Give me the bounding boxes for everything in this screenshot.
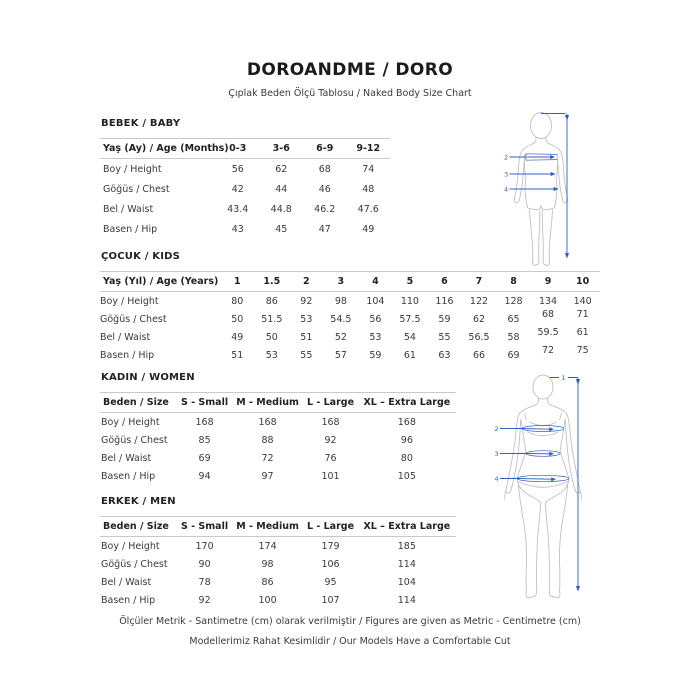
adult-height-arrow-bottom bbox=[576, 586, 580, 592]
section-title-women: KADIN / WOMEN bbox=[101, 372, 195, 383]
men-size-table bbox=[100, 516, 456, 609]
size-column-header: 9 bbox=[531, 272, 566, 292]
measurement-label: Basen / Hip bbox=[100, 349, 155, 361]
measurement-value: 43 bbox=[231, 223, 244, 235]
measurement-value: 51 bbox=[231, 349, 244, 361]
adult-waist-arrow bbox=[549, 452, 554, 456]
measurement-value: 58 bbox=[507, 331, 520, 343]
adult-chest-measure-line bbox=[522, 429, 550, 430]
measurement-row bbox=[100, 573, 456, 591]
measurement-value: 53 bbox=[369, 331, 382, 343]
row-label-header: Yaş (Ay) / Age (Months) bbox=[100, 139, 216, 159]
measurement-value: 68 bbox=[318, 163, 331, 175]
measurement-value: 57.5 bbox=[399, 313, 421, 325]
measurement-value: 68 bbox=[542, 308, 555, 320]
measurement-value: 44 bbox=[275, 183, 288, 195]
kids-size-table bbox=[100, 271, 600, 364]
measurement-value: 92 bbox=[324, 434, 337, 446]
measurement-row bbox=[100, 310, 600, 328]
measurement-value: 95 bbox=[324, 576, 337, 588]
header-row bbox=[100, 272, 600, 292]
size-column-header: 2 bbox=[289, 272, 324, 292]
adult-hip-measure-line bbox=[517, 479, 552, 480]
size-column-header: 1.5 bbox=[255, 272, 290, 292]
size-column-header: S - Small bbox=[177, 517, 231, 537]
measurement-value: 47 bbox=[318, 223, 331, 235]
measurement-row bbox=[100, 328, 600, 346]
measurement-value: 65 bbox=[507, 313, 520, 325]
size-column-header: 4 bbox=[358, 272, 393, 292]
size-column-header: 10 bbox=[565, 272, 600, 292]
measurement-value: 59 bbox=[438, 313, 451, 325]
measurement-label: Göğüs / Chest bbox=[103, 183, 170, 195]
measurement-value: 49 bbox=[362, 223, 375, 235]
measurement-label: Basen / Hip bbox=[103, 223, 158, 235]
measurement-value: 50 bbox=[231, 313, 244, 325]
measurement-row bbox=[100, 159, 390, 180]
measurement-value: 48 bbox=[362, 183, 375, 195]
size-column-header: 3 bbox=[324, 272, 359, 292]
measurement-value: 54.5 bbox=[330, 313, 352, 325]
measurement-value: 185 bbox=[397, 540, 416, 552]
measurement-value: 168 bbox=[397, 416, 416, 428]
measurement-value: 72 bbox=[542, 344, 555, 356]
child-chest-label: 2 bbox=[504, 153, 509, 162]
measurement-value: 75 bbox=[576, 344, 589, 356]
measurement-value: 101 bbox=[321, 470, 340, 482]
measurement-value: 98 bbox=[261, 558, 274, 570]
measurement-value: 128 bbox=[504, 295, 523, 307]
section-title-men: ERKEK / MEN bbox=[101, 496, 176, 507]
measurement-value: 46 bbox=[318, 183, 331, 195]
size-column-header: 6-9 bbox=[303, 139, 347, 159]
measurement-value: 100 bbox=[258, 594, 277, 606]
measurement-value: 92 bbox=[198, 594, 211, 606]
measurement-value: 97 bbox=[261, 470, 274, 482]
measurement-value: 63 bbox=[438, 349, 451, 361]
size-column-header: 7 bbox=[462, 272, 497, 292]
measurement-value: 107 bbox=[321, 594, 340, 606]
size-column-header: XL – Extra Large bbox=[358, 517, 456, 537]
measurement-row bbox=[100, 413, 456, 432]
measurement-label: Boy / Height bbox=[101, 540, 160, 552]
measurement-value: 47.6 bbox=[357, 203, 379, 215]
measurement-value: 74 bbox=[362, 163, 375, 175]
measurement-value: 168 bbox=[321, 416, 340, 428]
measurement-label: Göğüs / Chest bbox=[101, 558, 168, 570]
measurement-row bbox=[100, 346, 600, 364]
measurement-value: 42 bbox=[231, 183, 244, 195]
measurement-value: 116 bbox=[435, 295, 454, 307]
size-column-header: M - Medium bbox=[232, 393, 304, 413]
measurement-label: Boy / Height bbox=[100, 295, 159, 307]
child-height-arrow-bottom bbox=[565, 253, 569, 259]
measurement-value: 106 bbox=[321, 558, 340, 570]
measurement-value: 76 bbox=[324, 452, 337, 464]
size-column-header: S - Small bbox=[177, 393, 231, 413]
measurement-row bbox=[100, 199, 390, 219]
measurement-value: 78 bbox=[198, 576, 211, 588]
measurement-row bbox=[100, 179, 390, 199]
measurement-row bbox=[100, 591, 456, 609]
measurement-value: 179 bbox=[321, 540, 340, 552]
measurement-value: 53 bbox=[300, 313, 313, 325]
measurement-value: 62 bbox=[275, 163, 288, 175]
measurement-row bbox=[100, 537, 456, 556]
women-size-table bbox=[100, 392, 456, 485]
measurement-label: Boy / Height bbox=[101, 416, 160, 428]
row-label-header: Beden / Size bbox=[100, 393, 177, 413]
measurement-value: 96 bbox=[400, 434, 413, 446]
row-label-header: Beden / Size bbox=[100, 517, 177, 537]
baby-size-table bbox=[100, 138, 390, 239]
measurement-value: 69 bbox=[507, 349, 520, 361]
adult-height-label: 1 bbox=[561, 374, 566, 382]
measurement-value: 105 bbox=[397, 470, 416, 482]
measurement-value: 110 bbox=[400, 295, 419, 307]
measurement-row bbox=[100, 467, 456, 485]
page-title: DOROANDME / DORO bbox=[246, 60, 454, 80]
measurement-label: Göğüs / Chest bbox=[101, 434, 168, 446]
size-column-header: 1 bbox=[220, 272, 255, 292]
measurement-value: 61 bbox=[576, 326, 589, 338]
measurement-value: 104 bbox=[397, 576, 416, 588]
measurement-value: 88 bbox=[261, 434, 274, 446]
measurement-value: 56 bbox=[369, 313, 382, 325]
measurement-value: 72 bbox=[261, 452, 274, 464]
measurement-value: 50 bbox=[265, 331, 278, 343]
adult-hip-label: 4 bbox=[494, 474, 499, 483]
adult-body-figure bbox=[492, 372, 607, 607]
measurement-value: 51 bbox=[300, 331, 313, 343]
measurement-value: 80 bbox=[231, 295, 244, 307]
measurement-label: Bel / Waist bbox=[100, 331, 151, 343]
baby-size-section bbox=[100, 118, 390, 239]
size-column-header: M - Medium bbox=[232, 517, 304, 537]
measurement-value: 53 bbox=[265, 349, 278, 361]
measurement-value: 92 bbox=[300, 295, 313, 307]
measurement-value: 90 bbox=[198, 558, 211, 570]
measurement-value: 170 bbox=[195, 540, 214, 552]
measurement-label: Basen / Hip bbox=[101, 594, 156, 606]
adult-height-arrow-top bbox=[576, 379, 580, 385]
measurement-value: 114 bbox=[397, 594, 416, 606]
measurement-value: 80 bbox=[400, 452, 413, 464]
women-size-section bbox=[100, 372, 456, 485]
child-hip-arrow bbox=[554, 187, 559, 191]
measurement-row bbox=[100, 449, 456, 467]
measurement-row bbox=[100, 431, 456, 449]
child-chest-arrow bbox=[550, 155, 555, 159]
measurement-value: 168 bbox=[258, 416, 277, 428]
measurement-value: 69 bbox=[198, 452, 211, 464]
men-size-section bbox=[100, 496, 456, 609]
size-column-header: XL – Extra Large bbox=[358, 393, 456, 413]
child-body-figure bbox=[500, 110, 605, 270]
measurement-row bbox=[100, 292, 600, 311]
size-column-header: L - Large bbox=[303, 393, 357, 413]
measurement-label: Boy / Height bbox=[103, 163, 162, 175]
measurement-label: Bel / Waist bbox=[103, 203, 154, 215]
adult-chest-label: 2 bbox=[494, 424, 499, 433]
measurement-label: Basen / Hip bbox=[101, 470, 156, 482]
header-row bbox=[100, 393, 456, 413]
measurement-value: 71 bbox=[576, 308, 589, 320]
size-column-header: 0-3 bbox=[216, 139, 260, 159]
header-row bbox=[100, 517, 456, 537]
measurement-row bbox=[100, 555, 456, 573]
measurement-value: 140 bbox=[573, 295, 592, 307]
measurement-value: 94 bbox=[198, 470, 211, 482]
header-row bbox=[100, 139, 390, 159]
adult-body-outline bbox=[505, 375, 582, 598]
measurement-value: 43.4 bbox=[227, 203, 249, 215]
size-column-header: 5 bbox=[393, 272, 428, 292]
size-column-header: 9-12 bbox=[347, 139, 391, 159]
measurement-value: 62 bbox=[472, 313, 486, 325]
measurement-value: 86 bbox=[265, 295, 278, 307]
size-column-header: L - Large bbox=[303, 517, 357, 537]
measurement-value: 61 bbox=[403, 349, 416, 361]
page-subtitle: Çıplak Beden Ölçü Tablosu / Naked Body Size Chart bbox=[228, 88, 472, 99]
child-height-arrow-top bbox=[565, 115, 569, 121]
measurement-value: 55 bbox=[438, 331, 451, 343]
section-title-baby: BEBEK / BABY bbox=[101, 118, 181, 129]
measurement-value: 174 bbox=[258, 540, 277, 552]
measurement-label: Göğüs / Chest bbox=[100, 313, 167, 325]
measurement-value: 59 bbox=[369, 349, 382, 361]
size-column-header: 8 bbox=[496, 272, 531, 292]
measurement-value: 56 bbox=[231, 163, 244, 175]
child-measure-labels bbox=[504, 153, 508, 193]
measurement-value: 54 bbox=[403, 331, 416, 343]
adult-chest-arrow bbox=[549, 427, 554, 431]
measurement-value: 56.5 bbox=[468, 331, 490, 343]
measurement-value: 45 bbox=[275, 223, 288, 235]
measurement-row bbox=[100, 219, 390, 239]
row-label-header: Yaş (Yıl) / Age (Years) bbox=[100, 272, 220, 292]
adult-waist-label: 3 bbox=[494, 449, 499, 458]
measurement-value: 46.2 bbox=[314, 203, 336, 215]
measurement-value: 122 bbox=[469, 295, 489, 307]
measurement-value: 168 bbox=[195, 416, 214, 428]
measurement-label: Bel / Waist bbox=[101, 576, 152, 588]
child-waist-label: 3 bbox=[504, 170, 509, 179]
adult-hip-arrow bbox=[551, 477, 556, 481]
section-title-kids: ÇOCUK / KIDS bbox=[101, 251, 181, 262]
measurement-value: 57 bbox=[334, 349, 347, 361]
measurement-value: 85 bbox=[198, 434, 211, 446]
footer-units-note: Ölçüler Metrik - Santimetre (cm) olarak verilmiştir / Figures are given as Metric - Centimetre (cm) bbox=[119, 616, 581, 627]
measurement-value: 134 bbox=[538, 295, 558, 307]
measurement-value: 104 bbox=[366, 295, 385, 307]
size-column-header: 3-6 bbox=[260, 139, 304, 159]
measurement-label: Bel / Waist bbox=[101, 452, 152, 464]
child-waist-arrow bbox=[551, 172, 556, 176]
measurement-value: 86 bbox=[261, 576, 274, 588]
footer-notes bbox=[0, 612, 700, 652]
measurement-value: 59.5 bbox=[537, 326, 559, 338]
measurement-value: 98 bbox=[334, 295, 347, 307]
measurement-value: 52 bbox=[334, 331, 347, 343]
footer-fit-note: Modellerimiz Rahat Kesimlidir / Our Models Have a Comfortable Cut bbox=[189, 636, 511, 647]
measurement-value: 49 bbox=[231, 331, 244, 343]
child-hip-label: 4 bbox=[504, 185, 509, 194]
measurement-value: 55 bbox=[300, 349, 313, 361]
measurement-value: 114 bbox=[397, 558, 416, 570]
measurement-value: 66 bbox=[472, 349, 486, 361]
measurement-value: 44.8 bbox=[270, 203, 292, 215]
measurement-value: 51.5 bbox=[261, 313, 283, 325]
size-column-header: 6 bbox=[427, 272, 462, 292]
